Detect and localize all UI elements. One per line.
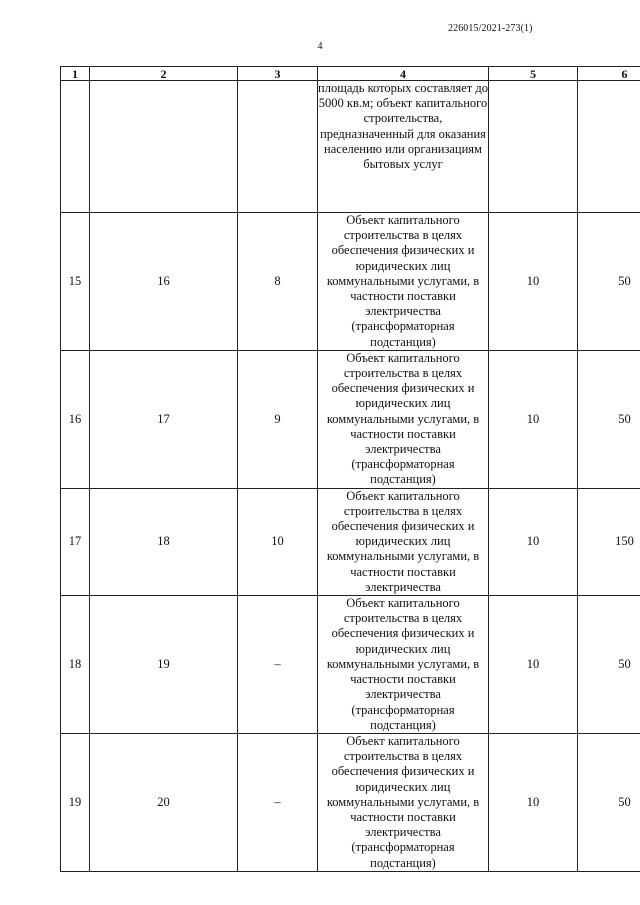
table-cell: 17 — [61, 488, 90, 595]
description-cell: Объект капитального строительства в целях обеспечения физических и юридических лиц коммунальными услугами, в частности поставки электричества (трансформаторная подстанция) — [318, 213, 489, 351]
header-row — [61, 67, 640, 81]
description-cell: площадь которых составляет до 5000 кв.м; объект капитального строительства, предназначенный для оказания населению или организациям бытовых услуг — [318, 81, 489, 213]
column-header: 6 — [578, 67, 640, 81]
table-cell: 10 — [238, 488, 318, 595]
table-cell: 10 — [489, 596, 578, 734]
table-cell: – — [238, 596, 318, 734]
table-cell: 10 — [489, 213, 578, 351]
table-cell: 15 — [61, 213, 90, 351]
table-row — [61, 596, 640, 734]
table-cell — [238, 81, 318, 213]
table-cell: 10 — [489, 733, 578, 871]
table-row — [61, 488, 640, 595]
table-cell: 19 — [61, 733, 90, 871]
table-cell: 18 — [61, 596, 90, 734]
table-row — [61, 350, 640, 488]
table-cell: 150 — [578, 488, 640, 595]
table-row — [61, 81, 640, 213]
table-cell: 18 — [90, 488, 238, 595]
table-row — [61, 213, 640, 351]
data-table — [60, 66, 640, 872]
table-cell: 17 — [90, 350, 238, 488]
table-row — [61, 733, 640, 871]
column-header: 5 — [489, 67, 578, 81]
table-cell: 50 — [578, 213, 640, 351]
table-cell: 10 — [489, 350, 578, 488]
description-cell: Объект капитального строительства в целях обеспечения физических и юридических лиц коммунальными услугами, в частности поставки электричества (трансформаторная подстанция) — [318, 596, 489, 734]
description-cell: Объект капитального строительства в целях обеспечения физических и юридических лиц коммунальными услугами, в частности поставки электричества (трансформаторная подстанция) — [318, 350, 489, 488]
column-header: 1 — [61, 67, 90, 81]
table-cell: 8 — [238, 213, 318, 351]
column-header: 4 — [318, 67, 489, 81]
table-cell: 16 — [90, 213, 238, 351]
description-cell: Объект капитального строительства в целях обеспечения физических и юридических лиц коммунальными услугами, в частности поставки электричества (трансформаторная подстанция) — [318, 733, 489, 871]
table-cell: 16 — [61, 350, 90, 488]
table-cell — [90, 81, 238, 213]
page-number: 4 — [317, 41, 323, 52]
table-cell — [489, 81, 578, 213]
column-header: 2 — [90, 67, 238, 81]
table-cell: 50 — [578, 733, 640, 871]
column-header: 3 — [238, 67, 318, 81]
table-cell: 20 — [90, 733, 238, 871]
table-cell: 10 — [489, 488, 578, 595]
table-cell: 19 — [90, 596, 238, 734]
description-cell: Объект капитального строительства в целях обеспечения физических и юридических лиц коммунальными услугами, в частности поставки электричества — [318, 488, 489, 595]
table-cell — [578, 81, 640, 213]
document-id: 226015/2021-273(1) — [448, 23, 533, 34]
table-cell — [61, 81, 90, 213]
table-cell: 50 — [578, 596, 640, 734]
table-cell: – — [238, 733, 318, 871]
table-cell: 50 — [578, 350, 640, 488]
table-cell: 9 — [238, 350, 318, 488]
